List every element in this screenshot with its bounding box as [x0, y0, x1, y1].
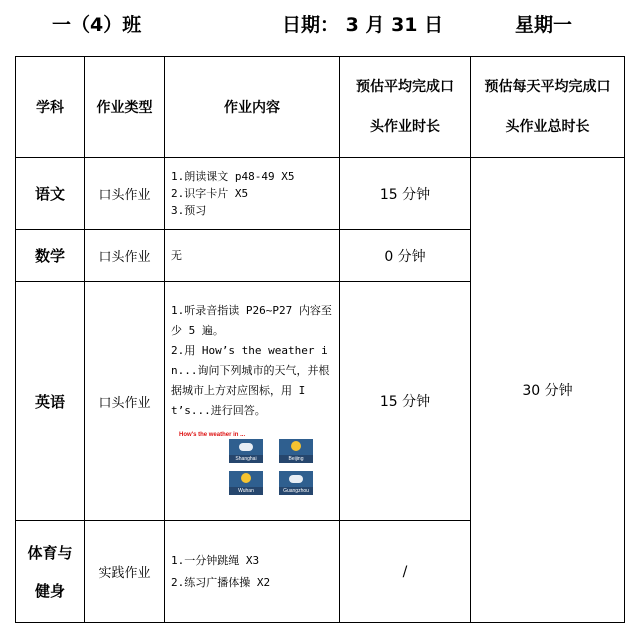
subject-math: 数学 [16, 230, 85, 282]
subject-pe [16, 521, 85, 623]
homework-table [15, 56, 625, 623]
table-row [16, 158, 625, 230]
header-total-time-line2: 头作业总时长 [505, 119, 590, 135]
subject-pe-line1: 体育与 [27, 543, 73, 562]
type-math: 口头作业 [85, 230, 165, 282]
content-math [165, 230, 340, 282]
city-card-guangzhou [279, 471, 313, 495]
type-chinese: 口头作业 [85, 158, 165, 230]
subject-chinese: 语文 [16, 158, 85, 230]
subject-pe-line2: 健身 [34, 581, 65, 600]
city-card-beijing [279, 439, 313, 463]
sun-icon [291, 441, 301, 451]
page-header [0, 10, 638, 44]
header-subject: 学科 [16, 57, 85, 158]
subject-english: 英语 [16, 282, 85, 521]
content-line: 2.练习广播体操 X2 [171, 575, 271, 589]
city-label: Guangzhou [283, 487, 309, 494]
duration-chinese: 15 分钟 [340, 158, 471, 230]
cloud-icon [239, 443, 253, 451]
duration-pe: / [340, 521, 471, 623]
content-line: 2.识字卡片 X5 [171, 187, 249, 200]
city-label: Wuhan [238, 487, 254, 494]
city-label: Shanghai [235, 455, 257, 462]
city-card-wuhan [229, 471, 263, 495]
total-duration: 30 分钟 [471, 158, 625, 623]
content-line: 2.用 How’s the weather in...询问下列城市的天气，并根据城市上方对应图标，用 It’s...进行回答。 [171, 343, 330, 417]
content-english [165, 282, 340, 521]
weekday-label: 星期一 [515, 14, 573, 36]
date-label: 日期： 3 月 31 日 [282, 14, 444, 36]
content-pe [165, 521, 340, 623]
content-line: 1.听录音指读 P26~P27 内容至少 5 遍。 [171, 303, 332, 337]
type-pe: 实践作业 [85, 521, 165, 623]
header-total-time-line1: 预估每天平均完成口 [484, 79, 611, 95]
type-english: 口头作业 [85, 282, 165, 521]
content-line: 3.预习 [171, 204, 207, 217]
cloud-icon [289, 475, 303, 483]
sun-icon [241, 473, 251, 483]
header-estimated-time-line1: 预估平均完成口 [356, 79, 454, 95]
content-line: 1.朗读课文 p48-49 X5 [171, 170, 295, 183]
weather-image [171, 427, 321, 502]
duration-math: 0 分钟 [340, 230, 471, 282]
header-type: 作业类型 [85, 57, 165, 158]
duration-english: 15 分钟 [340, 282, 471, 521]
header-estimated-time-line2: 头作业时长 [370, 119, 440, 135]
city-card-shanghai [229, 439, 263, 463]
header-total-time [471, 57, 625, 158]
header-content: 作业内容 [165, 57, 340, 158]
header-estimated-time [340, 57, 471, 158]
content-line: 1.一分钟跳绳 X3 [171, 553, 260, 567]
class-name: 一（4）班 [52, 14, 142, 36]
table-header-row [16, 57, 625, 158]
city-label: Beijing [288, 455, 304, 462]
content-line: 无 [171, 249, 182, 262]
weather-image-caption: How's the weather in ... [179, 431, 246, 438]
content-chinese [165, 158, 340, 230]
